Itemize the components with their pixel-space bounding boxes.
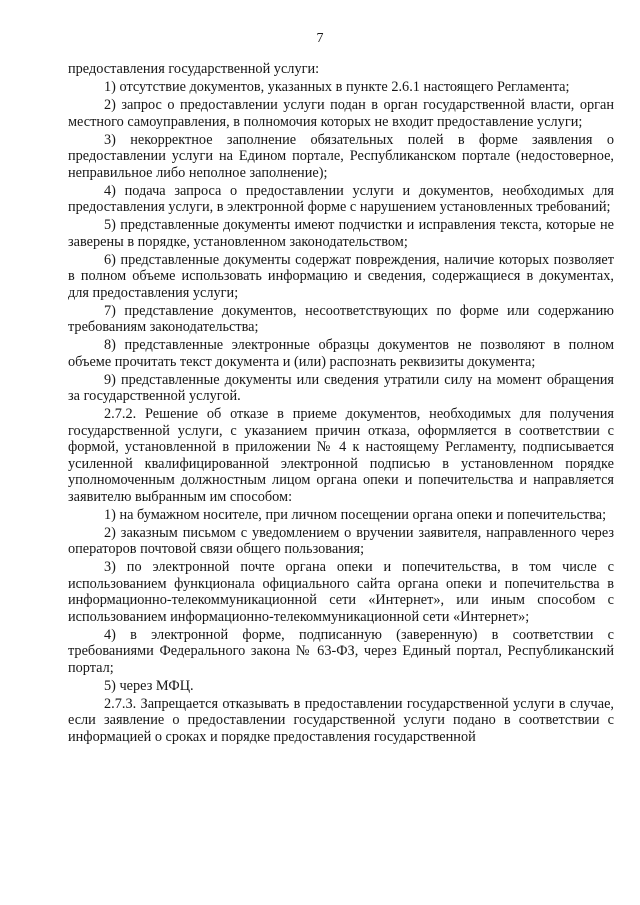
paragraph: 5) представленные документы имеют подчистки и исправления текста, которые не заверены в порядке, установленном законодательством;	[68, 217, 614, 250]
document-body	[68, 61, 614, 747]
paragraph: 1) отсутствие документов, указанных в пункте 2.6.1 настоящего Регламента;	[104, 79, 570, 95]
paragraph: 9) представленные документы или сведения утратили силу на момент обращения за государственной услугой.	[68, 371, 614, 404]
paragraph: 2.7.2. Решение об отказе в приеме документов, необходимых для получения государственной услуги, с указанием причин отказа, оформляется в соответствии с формой, установленной в приложении № 4 к настоящему Регламенту, подписывается усиленной квалифицированной электронной подписью в установленном порядке уполномоченным должностным лицом органа опеки и попечительства и направляется заявителю выбранным им способом:	[68, 406, 614, 505]
paragraph: 1) на бумажном носителе, при личном посещении органа опеки и попечительства;	[104, 506, 607, 523]
paragraph: 3) по электронной почте органа опеки и попечительства, в том числе с использованием функционала официального сайта органа опеки и попечительства в информационно-телекоммуникационной сети «Интернет», или иным способом с использованием информационно-телекоммуникационной сети «Интернет»;	[68, 559, 614, 625]
paragraph: 6) представленные документы содержат повреждения, наличие которых позволяет в полном объеме использовать информацию и сведения, содержащиеся в документах, для предоставления услуги;	[68, 251, 614, 301]
paragraph: 4) подача запроса о предоставлении услуги и документов, необходимых для предоставления услуги, в электронной форме с нарушением установленных требований;	[68, 182, 614, 215]
paragraph: 4) в электронной форме, подписанную (заверенную) в соответствии с требованиями Федерального закона № 63-ФЗ, через Единый портал, Республиканский портал;	[68, 626, 614, 676]
paragraph: 2.7.3. Запрещается отказывать в предоставлении государственной услуги в случае, если заявление о предоставлении государственной услуги подано в соответствии с информацией о сроках и порядке предоставления государственной	[68, 695, 614, 745]
paragraph: 2) заказным письмом с уведомлением о вручении заявителя, направленного через операторов почтовой связи общего пользования;	[68, 524, 614, 557]
paragraph: 3) некорректное заполнение обязательных полей в форме заявления о предоставлении услуги на Едином портале, Республиканском портале (недостоверное, неправильное либо неполное заполнение);	[68, 131, 614, 181]
page-number: 7	[316, 31, 324, 46]
paragraph: предоставления государственной услуги:	[68, 61, 320, 77]
paragraph: 8) представленные электронные образцы документов не позволяют в полном объеме прочитать текст документа и (или) распознать реквизиты документа;	[68, 337, 614, 370]
paragraph: 5) через МФЦ.	[104, 677, 194, 694]
paragraph: 2) запрос о предоставлении услуги подан в орган государственной власти, орган местного самоуправления, в полномочия которых не входит предоставление услуги;	[68, 97, 614, 130]
paragraph: 7) представление документов, несоответствующих по форме или содержанию требованиям законодательства;	[68, 302, 614, 335]
